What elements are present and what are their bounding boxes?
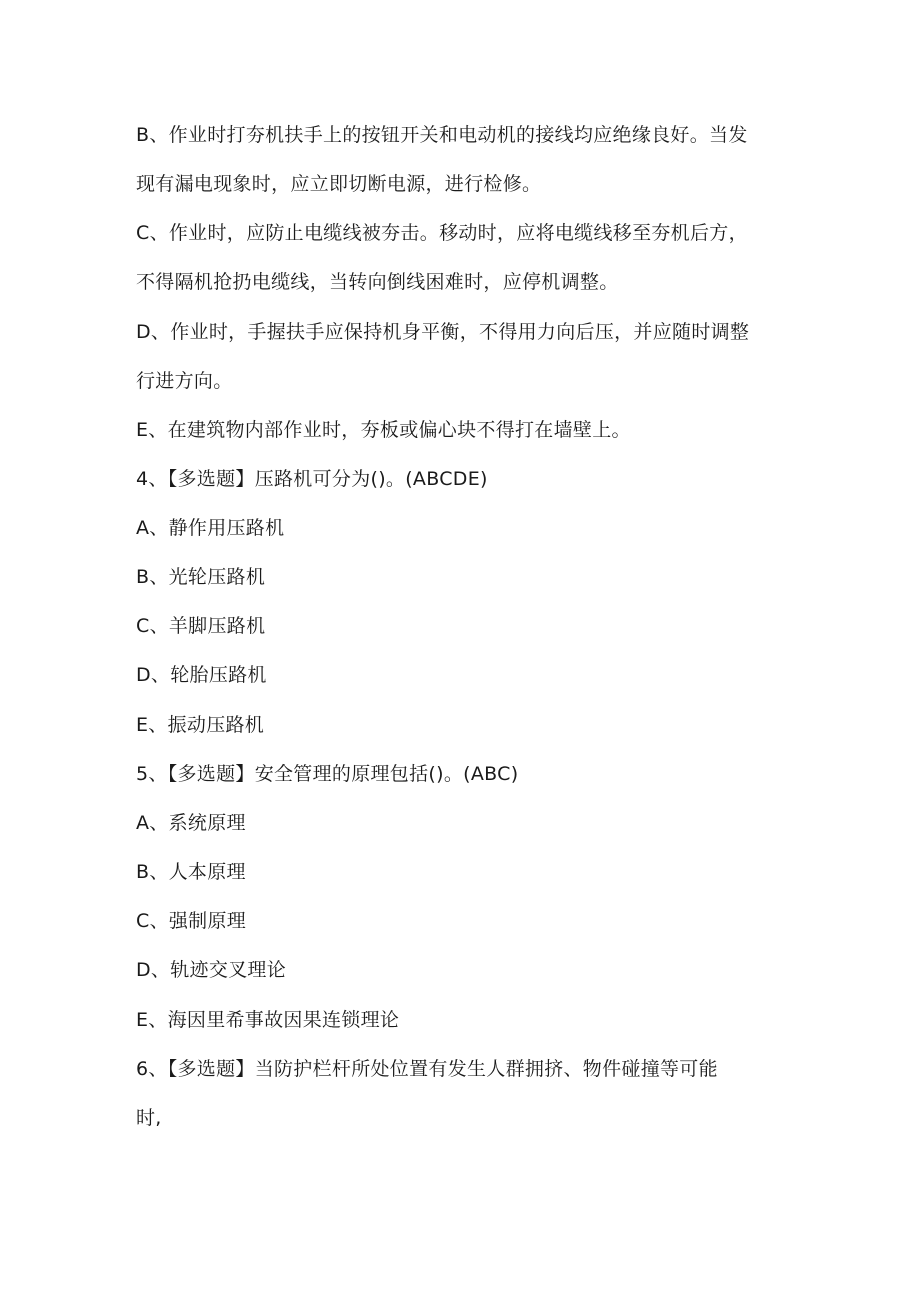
option-c-line-1: C、作业时，应防止电缆线被夯击。移动时，应将电缆线移至夯机后方， xyxy=(136,222,748,244)
option-d-line-1: D、作业时，手握扶手应保持机身平衡，不得用力向后压，并应随时调整 xyxy=(136,321,750,343)
q4-option-e: E、振动压路机 xyxy=(136,714,265,736)
question-6-line-1: 6、【多选题】当防护栏杆所处位置有发生人群拥挤、物件碰撞等可能 xyxy=(136,1058,718,1080)
q5-option-a: A、系统原理 xyxy=(136,812,246,834)
q5-option-b: B、人本原理 xyxy=(136,861,246,883)
q4-option-c: C、羊脚压路机 xyxy=(136,615,266,637)
q5-option-c: C、强制原理 xyxy=(136,910,247,932)
option-d-line-2: 行进方向。 xyxy=(136,370,233,392)
question-4: 4、【多选题】压路机可分为()。(ABCDE) xyxy=(136,468,488,490)
q5-option-d: D、轨迹交叉理论 xyxy=(136,959,287,981)
question-6-line-2: 时, xyxy=(136,1107,162,1129)
option-c-line-2: 不得隔机抢扔电缆线，当转向倒线困难时，应停机调整。 xyxy=(136,271,619,293)
option-b-line-2: 现有漏电现象时，应立即切断电源，进行检修。 xyxy=(136,173,542,195)
option-b-line-1: B、作业时打夯机扶手上的按钮开关和电动机的接线均应绝缘良好。当发 xyxy=(136,124,748,146)
question-5: 5、【多选题】安全管理的原理包括()。(ABC) xyxy=(136,763,519,785)
q4-option-d: D、轮胎压路机 xyxy=(136,664,267,686)
q4-option-b: B、光轮压路机 xyxy=(136,566,266,588)
q5-option-e: E、海因里希事故因果连锁理论 xyxy=(136,1009,400,1031)
option-e-line: E、在建筑物内部作业时，夯板或偏心块不得打在墙壁上。 xyxy=(136,419,631,441)
q4-option-a: A、静作用压路机 xyxy=(136,517,285,539)
